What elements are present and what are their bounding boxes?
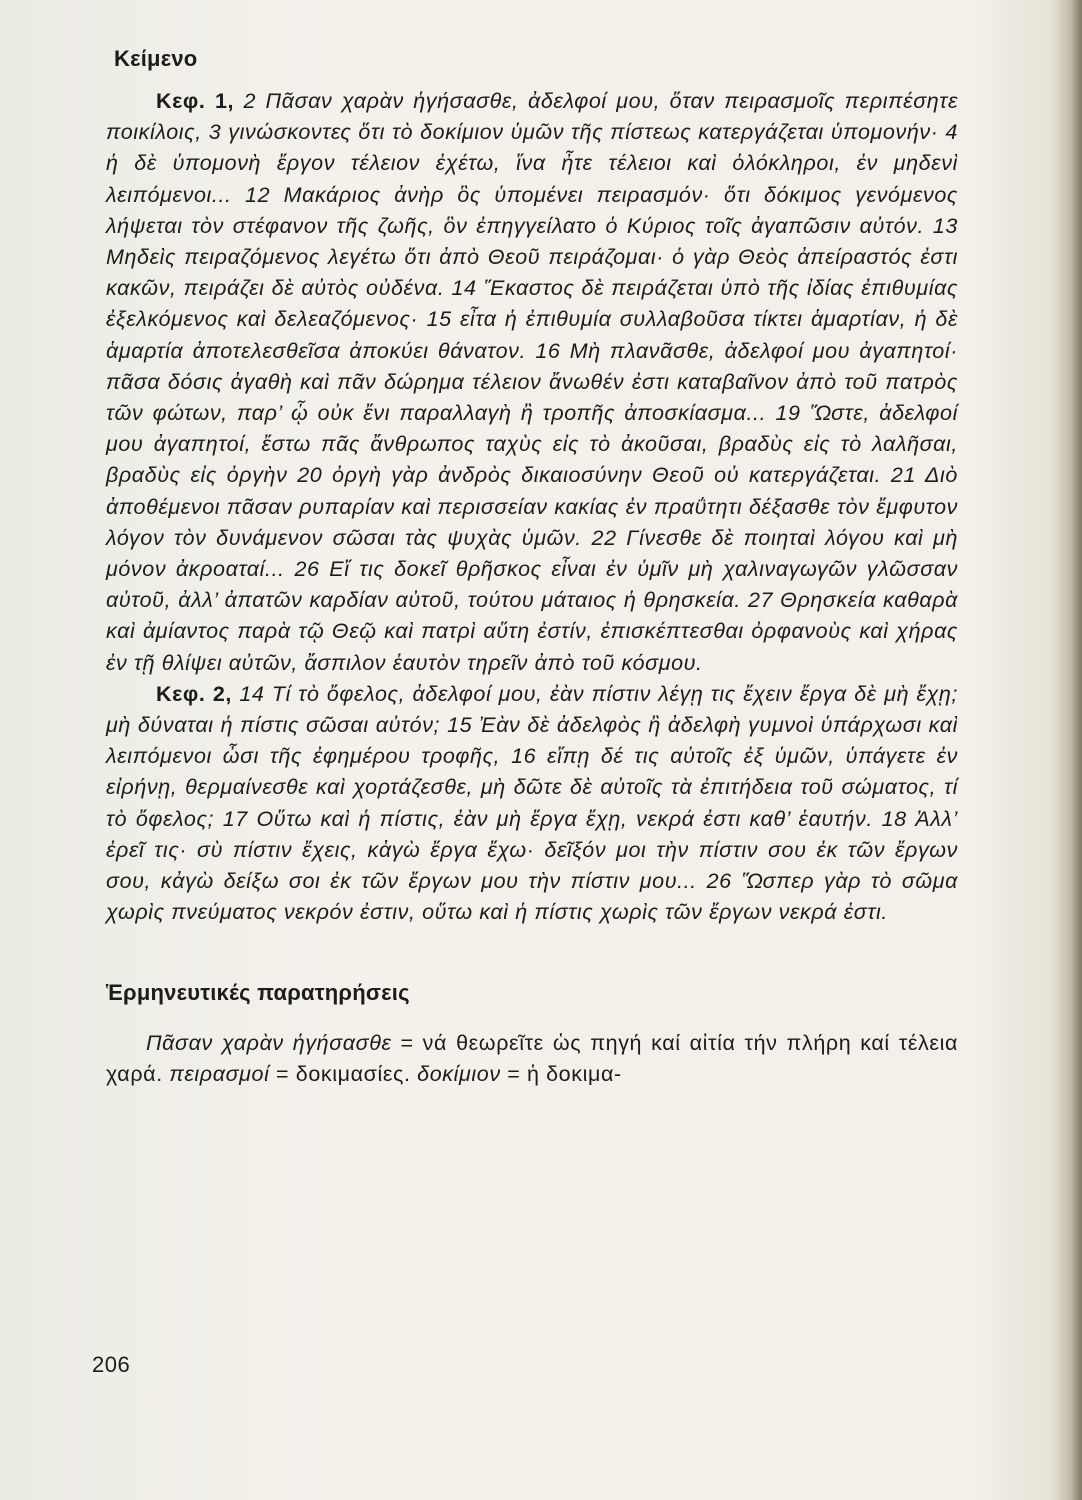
section-gap [106,928,958,980]
comment-def-1: = νά θεωρεῖτε ὡς πηγή καί αἰτία τήν πλήρη καί τέλεια χαρά. [106,1030,958,1087]
chapter1-label: Κεφ. 1, [156,89,235,113]
chapter2-paragraph [106,679,958,929]
comment-def-3: = ἡ δοκιμα- [500,1062,622,1087]
chapter1-paragraph [106,86,958,679]
comment-def-2: = δοκιμασίες. [269,1062,418,1087]
chapter2-label: Κεφ. 2, [156,681,232,706]
page-binding-shadow [1054,0,1082,1500]
section2-heading: Ἑρμηνευτικές παρατηρήσεις [106,980,410,1006]
chapter1-text: 2 Πᾶσαν χαρὰν ἡγήσασθε, ἀδελφοί μου, ὅταν πειρασμοῖς περιπέσητε ποικίλοις, 3 γινώσκοντες ὅτι τὸ δοκίμιον ὑμῶν τῆς πίστεως κατεργάζεται ὑπομονήν· 4 ἡ δὲ ὑπομονὴ ἔργον τέλειον ἐχέτω, ἵνα ἦτε τέλειοι καὶ ὁλόκληροι, ἐν μηδενὶ λειπόμενοι... 12 Μακάριος ἀνὴρ ὃς ὑπομένει πειρασμόν· ὅτι δόκιμος γενόμενος λήψεται τὸν στέφανον τῆς ζωῆς, ὃν ἐπηγγείλατο ὁ Κύριος τοῖς ἀγαπῶσιν αὐτόν. 13 Μηδεὶς πειραζόμενος λεγέτω ὅτι ἀπὸ Θεοῦ πειράζομαι· ὁ γὰρ Θεὸς ἀπείραστός ἐστι κακῶν, πειράζει δὲ αὐτὸς οὐδένα. 14 Ἕκαστος δὲ πειράζεται ὑπὸ τῆς ἰδίας ἐπιθυμίας ἐξελκόμενος καὶ δελεαζόμενος· 15 εἶτα ἡ ἐπιθυμία συλλαβοῦσα τίκτει ἁμαρτίαν, ἡ δὲ ἁμαρτία ἀποτελεσθεῖσα ἀποκύει θάνατον. 16 Μὴ πλανᾶσθε, ἀδελφοί μου ἀγαπητοί· πᾶσα δόσις ἀγαθὴ καὶ πᾶν δώρημα τέλειον ἄνωθέν ἐστι καταβαῖνον ἀπὸ τοῦ πατρὸς τῶν φώτων, παρ’ ᾧ οὐκ ἔνι παραλλαγὴ ἢ τροπῆς ἀποσκίασμα... 19 Ὥστε, ἀδελφοί μου ἀγαπητοί, ἔστω πᾶς ἄνθρωπος ταχὺς εἰς τὸ ἀκοῦσαι, βραδὺς εἰς τὸ λαλῆσαι, βραδὺς εἰς ὀργὴν 20 ὀργὴ γὰρ ἀνδρὸς δικαιοσύνην Θεοῦ οὐ κατεργάζεται. 21 Διὸ ἀποθέμενοι πᾶσαν ρυπαρίαν καὶ περισσείαν κακίας ἐν πραΰτητι δέξασθε τὸν ἔμφυτον λόγον τὸν δυνάμενον σῶσαι τὰς ψυχὰς ὑμῶν. 22 Γίνεσθε δὲ ποιηταὶ λόγου καὶ μὴ μόνον ἀκροαταί... 26 Εἴ τις δοκεῖ θρῆσκος εἶναι ἐν ὑμῖν μὴ χαλιναγωγῶν γλῶσσαν αὐτοῦ, ἀλλ’ ἀπατῶν καρδίαν αὐτοῦ, τούτου μάταιος ἡ θρησκεία. 27 Θρησκεία καθαρὰ καὶ ἀμίαντος παρὰ τῷ Θεῷ καὶ πατρὶ αὕτη ἐστίν, ἐπισκέπτεσθαι ὀρφανοὺς καὶ χήρας ἐν τῇ θλίψει αὐτῶν, ἄσπιλον ἑαυτὸν τηρεῖν ἀπὸ τοῦ κόσμου. [106,89,958,675]
page-content [106,46,958,1112]
comment-term-1: Πᾶσαν χαρὰν ἡγήσασθε [146,1030,392,1055]
comment-term-3: δοκίμιον [417,1062,501,1087]
comment-term-2: πειρασμοί [169,1062,270,1087]
chapter2-text: 14 Τί τὸ ὄφελος, ἀδελφοί μου, ἐὰν πίστιν λέγῃ τις ἔχειν ἔργα δὲ μὴ ἔχῃ; μὴ δύναται ἡ πίστις σῶσαι αὐτόν; 15 Ἐὰν δὲ ἀδελφὸς ἢ ἀδελφὴ γυμνοὶ ὑπάρχωσι καὶ λειπόμενοι ὦσι τῆς ἐφημέρου τροφῆς, 16 εἴπῃ δέ τις αὐτοῖς ἐξ ὑμῶν, ὑπάγετε ἐν εἰρήνῃ, θερμαίνεσθε καὶ χορτάζεσθε, μὴ δῶτε δὲ αὐτοῖς τὰ ἐπιτήδεια τοῦ σώματος, τί τὸ ὄφελος; 17 Οὕτω καὶ ἡ πίστις, ἐὰν μὴ ἔργα ἔχῃ, νεκρά ἐστι καθ’ ἑαυτήν. 18 Ἀλλ’ ἐρεῖ τις· σὺ πίστιν ἔχεις, κἀγὼ ἔργα ἔχω· δεῖξόν μοι τὴν πίστιν σου ἐκ τῶν ἔργων σου, κἀγὼ δείξω σοι ἐκ τῶν ἔργων μου τὴν πίστιν μου... 26 Ὥσπερ γὰρ τὸ σῶμα χωρὶς πνεύματος νεκρόν ἐστιν, οὕτω καὶ ἡ πίστις χωρὶς τῶν ἔργων νεκρά ἐστι. [106,681,958,925]
page-number: 206 [92,1352,131,1377]
section-heading: Κείμενο [114,46,198,71]
commentary-paragraph [106,1028,958,1091]
